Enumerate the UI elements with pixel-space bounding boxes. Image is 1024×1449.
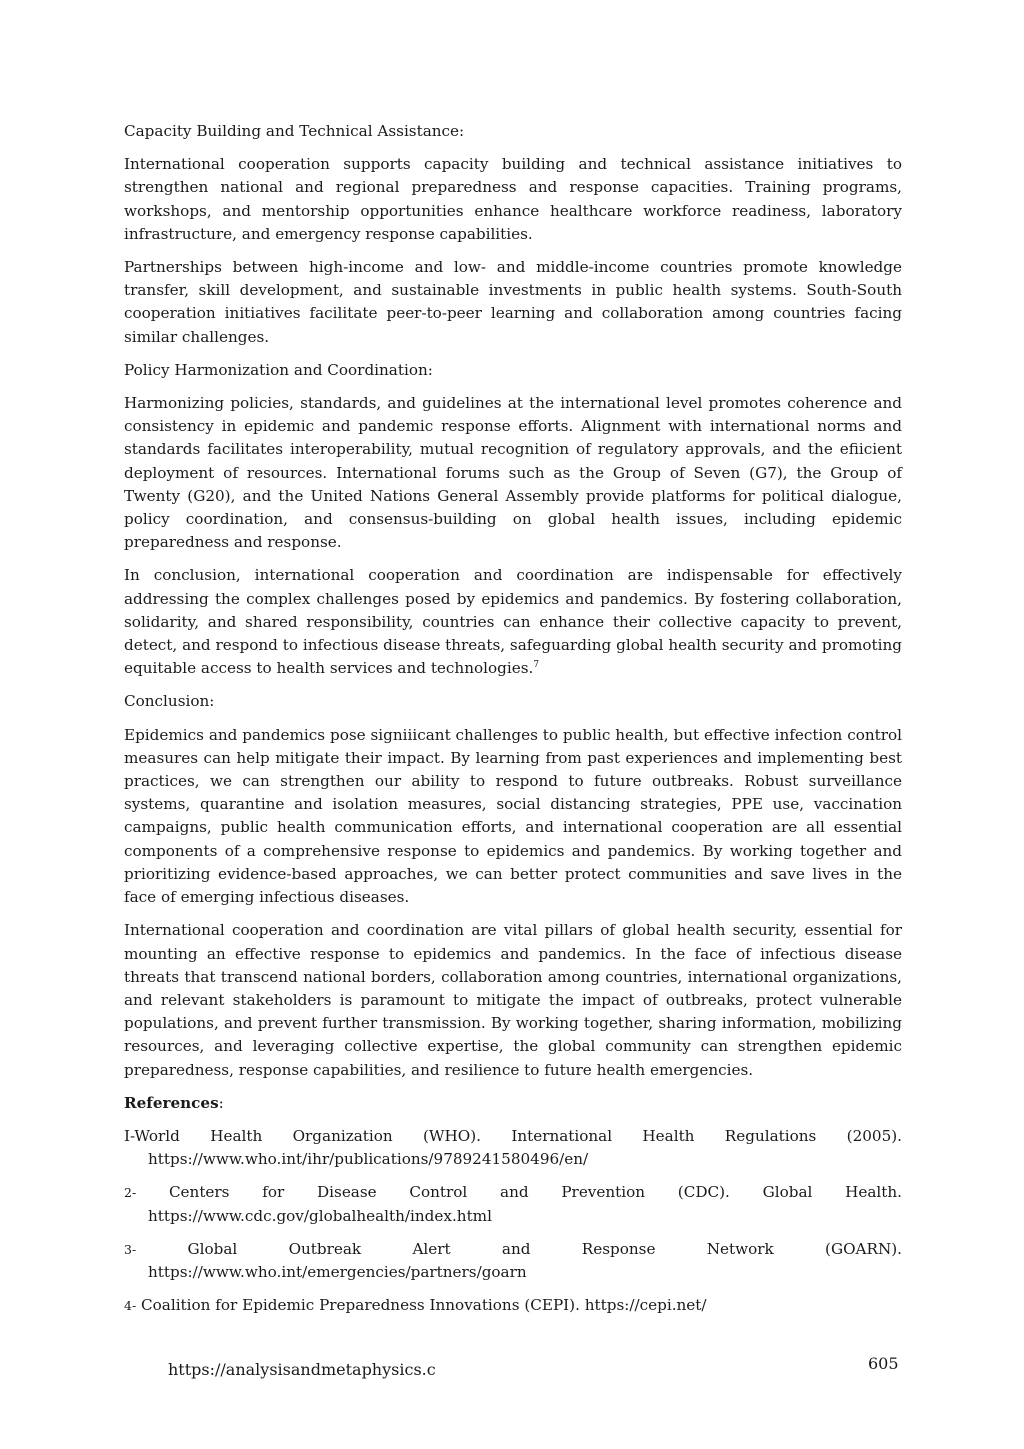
footer-url: https://analysisandmetaphysics.c (168, 1360, 436, 1379)
reference-number: 4- (124, 1298, 137, 1314)
reference-item (124, 1238, 902, 1284)
reference-text: Global Outbreak Alert and Response Network (GOARN). https://www.who.int/emergencies/partners/goarn (148, 1239, 902, 1281)
reference-number: I- (124, 1126, 135, 1145)
reference-item (124, 1125, 902, 1171)
citation-marker: 7 (533, 660, 540, 671)
article-body (124, 120, 902, 1327)
paragraph: International cooperation and coordination are vital pillars of global health security, essential for mounting an effective response to epidemics and pandemics. In the face of infectious disease threats that transcend national borders, collaboration among countries, international organizations, and relevant stakeholders is paramount to mitigate the impact of outbreaks, protect vulnerable populations, and prevent further transmission. By working together, sharing information, mobilizing resources, and leveraging collective expertise, the global community can strengthen epidemic preparedness, response capabilities, and resilience to future health emergencies. (124, 921, 902, 1079)
reference-text: Coalition for Epidemic Preparedness Innovations (CEPI). https://cepi.net/ (141, 1296, 707, 1315)
reference-number: 2- (124, 1185, 137, 1201)
reference-item (124, 1294, 902, 1317)
reference-text: World Health Organization (WHO). International Health Regulations (2005). https://www.who.int/ihr/publications/9789241580496/en/ (134, 1126, 902, 1169)
reference-number: 3- (124, 1241, 137, 1257)
reference-text: Centers for Disease Control and Prevention (CDC). Global Health. https://www.cdc.gov/globalhealth/index.html (148, 1183, 902, 1225)
section-heading-conclusion: Conclusion: (124, 692, 215, 711)
section-heading-policy-harmonization: Policy Harmonization and Coordination: (124, 360, 433, 379)
paragraph: Harmonizing policies, standards, and guidelines at the international level promotes coherence and consistency in epidemic and pandemic response efforts. Alignment with international norms and standards facilitates interoperability, mutual recognition of regulatory approvals, and the efiicient deployment of resources. International forums such as the Group of Seven (G7), the Group of Twenty (G20), and the United Nations General Assembly provide platforms for political dialogue, policy coordination, and consensus-building on global health issues, including epidemic preparedness and response. (124, 394, 902, 552)
paragraph-with-citation (124, 564, 902, 680)
paragraph-text: In conclusion, international cooperation and coordination are indispensable for effectively addressing the complex challenges posed by epidemics and pandemics. By fostering collaboration, solidarity, and shared responsibility, countries can enhance their collective capacity to prevent, detect, and respond to infectious disease threats, safeguarding global health security and promoting equitable access to health services and technologies. (124, 566, 902, 678)
paragraph: Partnerships between high-income and low- and middle-income countries promote knowledge transfer, skill development, and sustainable investments in public health systems. South-South cooperation initiatives facilitate peer-to-peer learning and collaboration among countries facing similar challenges. (124, 258, 902, 346)
reference-item (124, 1181, 902, 1227)
paragraph: Epidemics and pandemics pose signiiicant challenges to public health, but effective infection control measures can help mitigate their impact. By learning from past experiences and implementing best practices, we can strengthen our ability to respond to future outbreaks. Robust surveillance systems, quarantine and isolation measures, social distancing strategies, PPE use, vaccination campaigns, public health communication efforts, and international cooperation are all essential components of a comprehensive response to epidemics and pandemics. By working together and prioritizing evidence-based approaches, we can better protect communities and save lives in the face of emerging infectious diseases. (124, 725, 902, 907)
page-number: 605 (868, 1354, 899, 1373)
references-heading (124, 1092, 902, 1115)
section-heading-capacity-building: Capacity Building and Technical Assistance: (124, 122, 465, 140)
paragraph: International cooperation supports capacity building and technical assistance initiatives to strengthen national and regional preparedness and response capacities. Training programs, workshops, and mentorship opportunities enhance healthcare workforce readiness, laboratory infrastructure, and emergency response capabilities. (124, 155, 902, 243)
references-title: References (124, 1093, 219, 1112)
references-title-suffix: : (218, 1093, 224, 1112)
